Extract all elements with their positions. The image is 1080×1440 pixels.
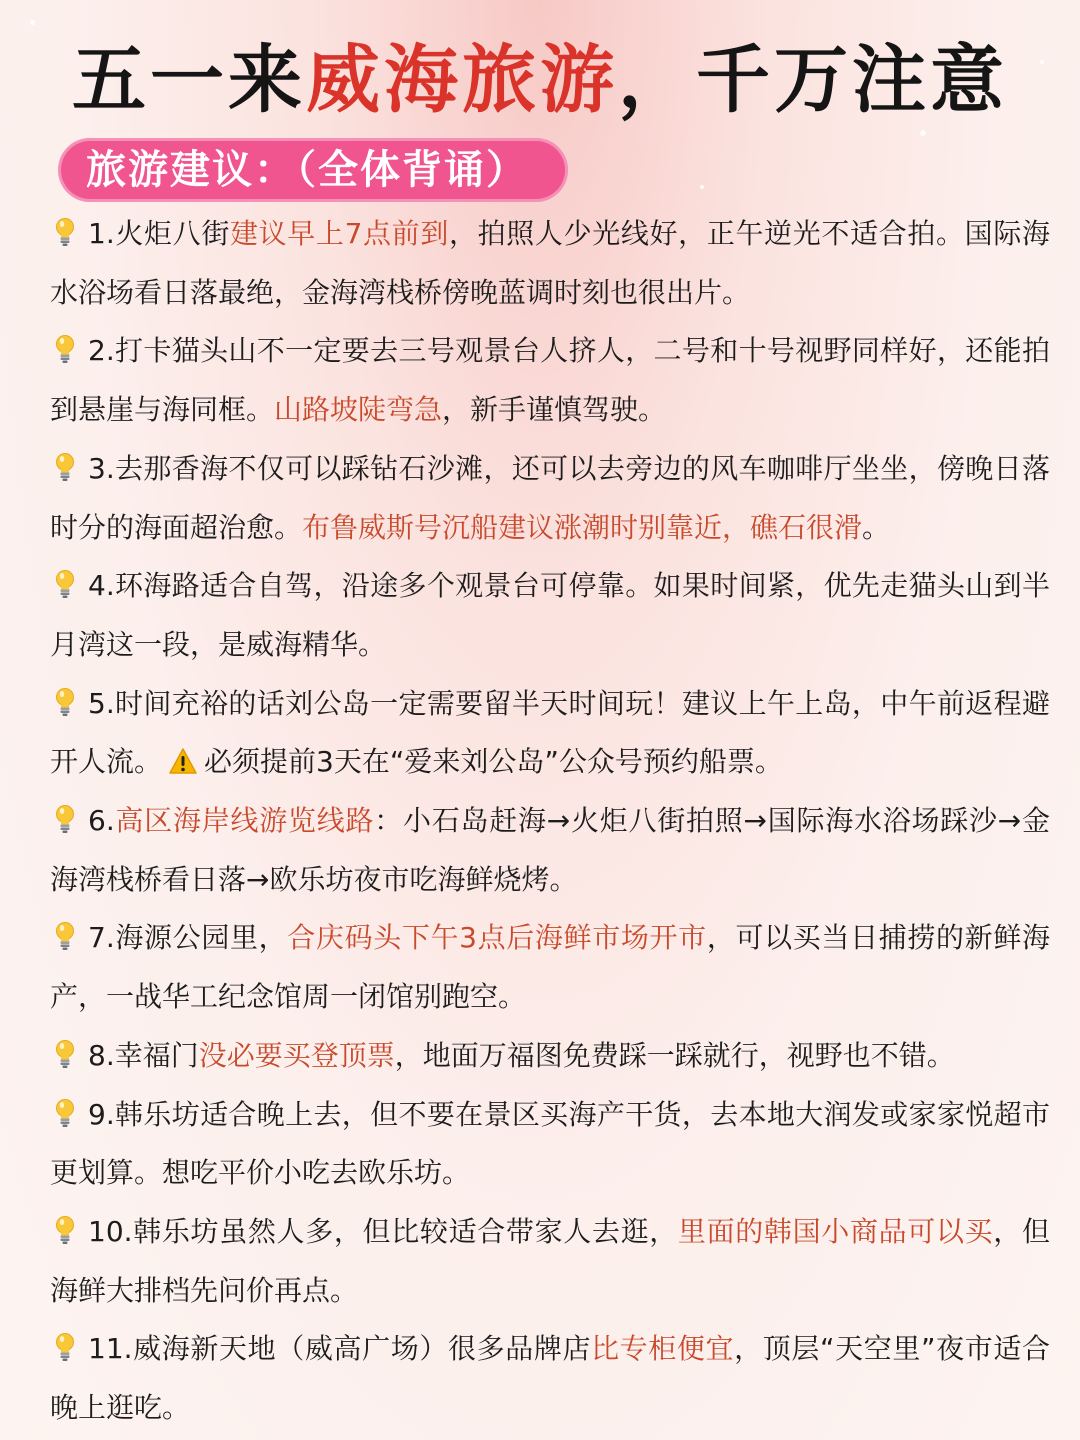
lightbulb-icon bbox=[54, 1207, 76, 1237]
page-title bbox=[0, 30, 1080, 130]
sparkle-decoration bbox=[30, 20, 35, 25]
title-highlight: 威海旅游 bbox=[306, 37, 618, 123]
tip-text: 。 bbox=[862, 510, 891, 544]
tip-highlight-text: 布鲁威斯号沉船建议涨潮时别靠近，礁石很滑 bbox=[302, 510, 863, 544]
tip-text: ，新手谨慎驾驶。 bbox=[442, 393, 667, 427]
tip-item bbox=[50, 792, 1050, 909]
tip-text: 11.威海新天地（威高广场）很多品牌店 bbox=[88, 1332, 592, 1366]
tip-text: 8.幸福门 bbox=[88, 1038, 199, 1072]
tip-text: ，顶层“天空里”夜市适合晚上逛吃。 bbox=[50, 1332, 1050, 1425]
tip-highlight-text: 比专柜便宜 bbox=[591, 1332, 735, 1366]
tip-item bbox=[50, 909, 1050, 1026]
lightbulb-icon bbox=[54, 1031, 76, 1061]
tip-item bbox=[50, 1027, 1050, 1086]
sparkle-decoration bbox=[700, 185, 704, 189]
lightbulb-icon bbox=[54, 444, 76, 474]
tip-text: 6. bbox=[88, 804, 115, 838]
lightbulb-icon bbox=[54, 913, 76, 943]
tip-highlight-text: 合庆码头下午3点后海鲜市场开市 bbox=[287, 921, 707, 955]
lightbulb-icon bbox=[54, 796, 76, 826]
tip-item bbox=[50, 675, 1050, 792]
tip-text: 7.海源公园里， bbox=[88, 921, 288, 955]
tip-item bbox=[50, 1086, 1050, 1203]
title-part-2: ，千万注意 bbox=[618, 37, 1008, 123]
lightbulb-icon bbox=[54, 1324, 76, 1354]
tip-text: ，地面万福图免费踩一踩就行，视野也不错。 bbox=[394, 1038, 955, 1072]
tip-highlight-text: 里面的韩国小商品可以买 bbox=[677, 1214, 994, 1248]
tip-item bbox=[50, 440, 1050, 557]
section-banner: 旅游建议：（全体背诵） bbox=[58, 138, 568, 202]
lightbulb-icon bbox=[54, 209, 76, 239]
tip-text: 10.韩乐坊虽然人多，但比较适合带家人去逛， bbox=[88, 1214, 678, 1248]
tip-text: 1.火炬八街 bbox=[88, 217, 230, 250]
tip-highlight-text: 建议早上7点前到 bbox=[229, 217, 449, 250]
tip-text: ，可以买当日捕捞的新鲜海产，一战华工纪念馆周一闭馆别跑空。 bbox=[50, 921, 1050, 1014]
lightbulb-icon bbox=[54, 326, 76, 356]
lightbulb-icon bbox=[54, 679, 76, 709]
lightbulb-icon bbox=[54, 561, 76, 591]
tip-text: 4.环海路适合自驾，沿途多个观景台可停靠。如果时间紧，优先走猫头山到半月湾这一段，是威海精华。 bbox=[50, 569, 1050, 661]
tip-text: ，拍照人少光线好，正午逆光不适合拍。国际海水浴场看日落最绝，金海湾栈桥傍晚蓝调时刻也很出片。 bbox=[50, 217, 1050, 309]
sparkle-decoration bbox=[920, 130, 926, 136]
tip-item bbox=[50, 557, 1050, 674]
tip-item bbox=[50, 1203, 1050, 1320]
tip-item bbox=[50, 205, 1050, 322]
tips-list bbox=[50, 205, 1050, 1438]
title-part-1: 五一来 bbox=[72, 37, 306, 123]
tip-text: 必须提前3天在“爱来刘公岛”公众号预约船票。 bbox=[204, 745, 783, 779]
tip-item bbox=[50, 1320, 1050, 1437]
tip-text: 5.时间充裕的话刘公岛一定需要留半天时间玩！建议上午上岛，中午前返程避开人流。 bbox=[50, 686, 1050, 779]
tip-text: 3.去那香海不仅可以踩钻石沙滩，还可以去旁边的风车咖啡厅坐坐，傍晚日落时分的海面超治愈。 bbox=[50, 451, 1050, 544]
lightbulb-icon bbox=[54, 1090, 76, 1120]
tip-text: ，但海鲜大排档先问价再点。 bbox=[50, 1214, 1050, 1307]
tip-text: 2.打卡猫头山不一定要去三号观景台人挤人，二号和十号视野同样好，还能拍到悬崖与海同框。 bbox=[50, 334, 1050, 427]
tip-text: 9.韩乐坊适合晚上去，但不要在景区买海产干货，去本地大润发或家家悦超市更划算。想吃平价小吃去欧乐坊。 bbox=[50, 1097, 1050, 1190]
tip-text: ：小石岛赶海→火炬八街拍照→国际海水浴场踩沙→金海湾栈桥看日落→欧乐坊夜市吃海鲜烧烤。 bbox=[50, 804, 1050, 896]
tip-item bbox=[50, 322, 1050, 439]
warning-icon bbox=[168, 737, 198, 765]
tip-highlight-text: 高区海岸线游览线路 bbox=[114, 804, 375, 838]
tip-highlight-text: 没必要买登顶票 bbox=[198, 1038, 395, 1072]
tip-highlight-text: 山路坡陡弯急 bbox=[274, 393, 443, 427]
